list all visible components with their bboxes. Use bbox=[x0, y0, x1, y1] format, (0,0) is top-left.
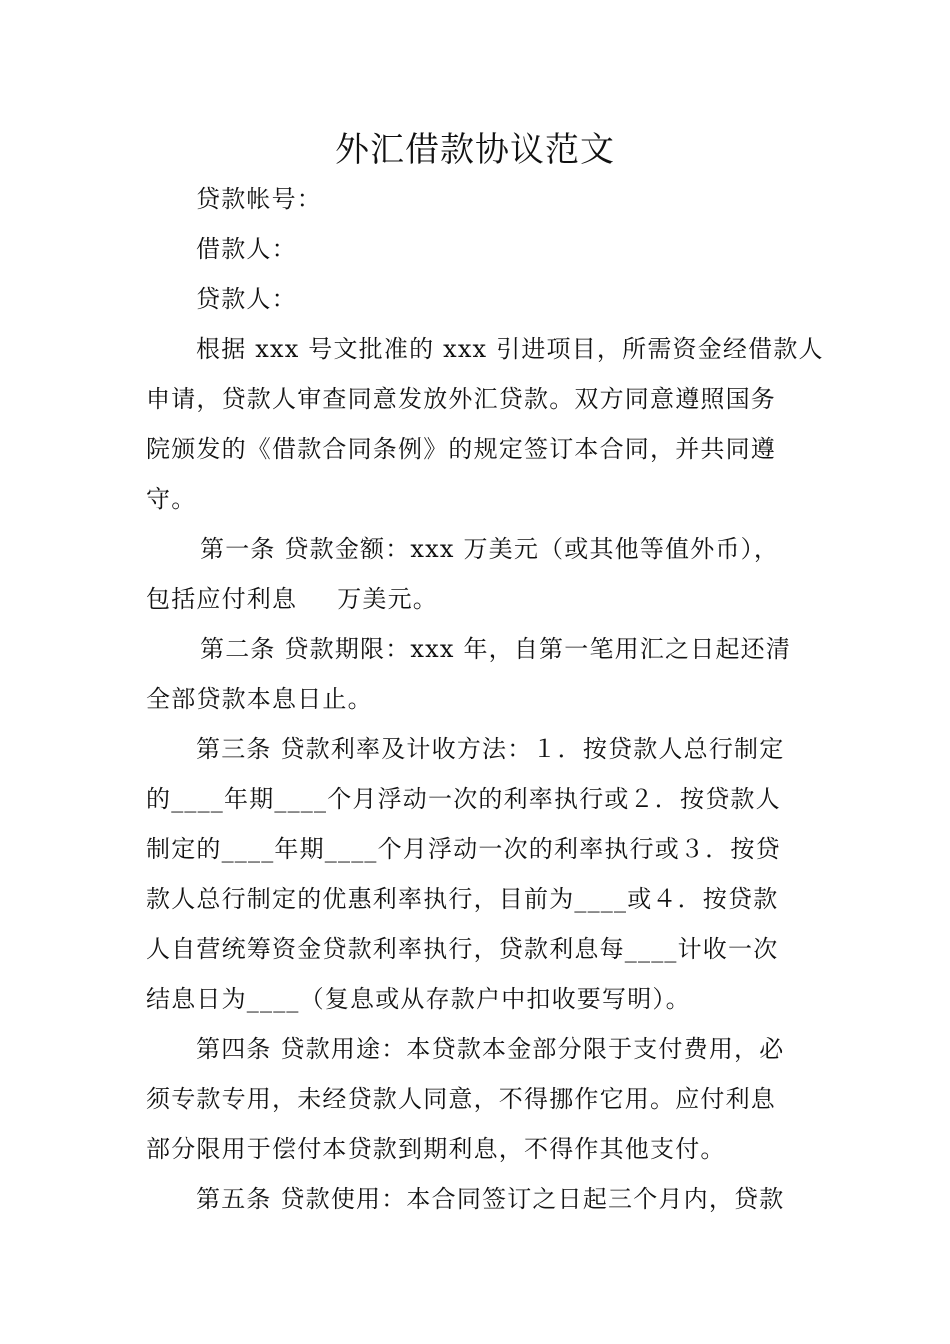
paragraph-line: 人自营统筹资金贷款利率执行，贷款利息每____计收一次 bbox=[146, 935, 779, 963]
article-4 bbox=[146, 1024, 808, 1174]
field-borrower: 借款人： bbox=[196, 235, 297, 263]
paragraph-line: 第四条 贷款用途：本贷款本金部分限于支付费用，必 bbox=[196, 1035, 785, 1063]
paragraph-line bbox=[146, 574, 808, 624]
document-body bbox=[146, 174, 824, 1224]
paragraph-line: 根据 xxx 号文批准的 xxx 引进项目，所需资金经借款人 bbox=[196, 335, 824, 363]
field-account: 贷款帐号： bbox=[196, 185, 322, 213]
paragraph-line: 申请，贷款人审查同意发放外汇贷款。双方同意遵照国务 bbox=[146, 385, 776, 413]
article-1-tail: 万美元。 bbox=[337, 585, 439, 613]
article-3 bbox=[146, 724, 808, 1024]
paragraph-line: 第五条 贷款使用：本合同签订之日起三个月内，贷款 bbox=[196, 1185, 785, 1213]
paragraph-line: 第一条 贷款金额：xxx 万美元（或其他等值外币）， bbox=[200, 535, 780, 563]
paragraph-line: 结息日为____（复息或从存款户中扣收要写明）。 bbox=[146, 985, 691, 1013]
paragraph-line: 第二条 贷款期限：xxx 年，自第一笔用汇之日起还清 bbox=[200, 635, 792, 663]
intro-paragraph bbox=[146, 324, 824, 524]
paragraph-line: 第三条 贷款利率及计收方法：１．按贷款人总行制定 bbox=[196, 735, 785, 763]
paragraph-line: 院颁发的《借款合同条例》的规定签订本合同，并共同遵 bbox=[146, 435, 776, 463]
article-5 bbox=[146, 1174, 808, 1224]
paragraph-line: 守。 bbox=[146, 485, 197, 513]
paragraph-line: 全部贷款本息日止。 bbox=[146, 685, 373, 713]
article-1-text: 包括应付利息 bbox=[146, 585, 298, 613]
paragraph-line: 部分限用于偿付本贷款到期利息，不得作其他支付。 bbox=[146, 1135, 726, 1163]
article-2 bbox=[146, 624, 808, 724]
paragraph-line: 须专款专用，未经贷款人同意，不得挪作它用。应付利息 bbox=[146, 1085, 776, 1113]
paragraph-line: 的____年期____个月浮动一次的利率执行或２．按贷款人 bbox=[146, 785, 781, 813]
paragraph-line: 款人总行制定的优惠利率执行，目前为____或４．按贷款 bbox=[146, 885, 779, 913]
paragraph-line: 制定的____年期____个月浮动一次的利率执行或３．按贷 bbox=[146, 835, 781, 863]
field-lender: 贷款人： bbox=[196, 285, 297, 313]
document-title: 外汇借款协议范文 bbox=[335, 130, 615, 170]
article-1 bbox=[146, 524, 808, 624]
